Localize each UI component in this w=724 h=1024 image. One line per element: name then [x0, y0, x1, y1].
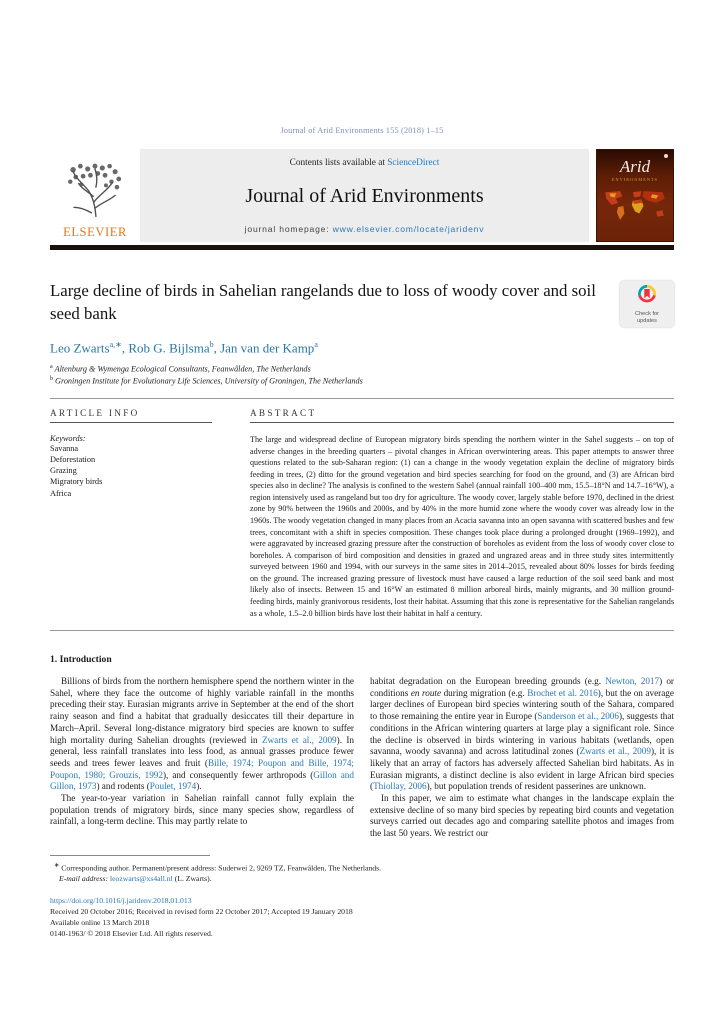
section-divider — [50, 398, 674, 399]
corresponding-text: Corresponding author. Permanent/present address: Suderwei 2, 9269 TZ, Feanwâlden, The Netherlands. — [59, 863, 382, 873]
footnote-rule — [50, 855, 210, 856]
homepage-link[interactable]: www.elsevier.com/locate/jaridenv — [332, 224, 485, 234]
affiliation-text: Altenburg & Wymenga Ecological Consultants, Feanwâlden, The Netherlands — [52, 365, 311, 375]
citation-link[interactable]: Thiollay, 2006 — [373, 781, 427, 792]
text-run: ), and consequently fewer arthropods ( — [163, 769, 314, 780]
text-run: The year-to-year variation in Sahelian rainfall cannot fully explain the population trends of migratory birds, since many species show, regardless of rainfall, a long-term decline. This may partly relate to — [50, 792, 354, 827]
author-separator: , — [121, 340, 129, 356]
journal-cover[interactable] — [596, 149, 674, 242]
elsevier-tree-icon — [63, 159, 127, 224]
citation-link[interactable]: Sanderson et al., 2006 — [537, 711, 619, 722]
affiliation-line — [50, 376, 674, 387]
available-online-line: Available online 13 March 2018 — [50, 917, 150, 927]
keywords-label: Keywords: — [50, 434, 86, 444]
text-run: ) or conditions — [370, 676, 674, 698]
cover-title: Arid — [619, 157, 651, 176]
keyword-item: Deforestation — [50, 455, 96, 465]
abstract-heading: ABSTRACT — [250, 408, 317, 419]
authors-line — [50, 340, 674, 356]
body-right-column — [370, 676, 674, 840]
affiliation-mark: a — [50, 364, 53, 371]
email-link[interactable]: leozwarts@xs4all.nl — [108, 874, 173, 884]
homepage-prefix: journal homepage: — [244, 224, 333, 234]
elsevier-logo[interactable] — [50, 149, 140, 242]
author-affil-mark: a,∗ — [109, 340, 122, 349]
doi-link[interactable]: https://doi.org/10.1016/j.jaridenv.2018.01.013 — [50, 895, 192, 905]
author-name[interactable]: Jan van der Kamp — [220, 340, 315, 356]
text-run: ). In general, less rainfall translates into less food, as annual grasses produce fewer seeds and trees fewer leaves and fruit ( — [50, 734, 354, 768]
body-left-column — [50, 676, 354, 840]
keyword-item: Migratory birds — [50, 477, 103, 487]
contents-line — [148, 158, 581, 168]
keyword-item: Savanna — [50, 444, 79, 454]
elsevier-logo-text: ELSEVIER — [63, 225, 127, 239]
check-updates-label: Check for updates — [635, 310, 659, 324]
author-affil-mark: a — [314, 340, 318, 349]
corresponding-author-note — [50, 862, 674, 874]
masthead — [50, 149, 674, 242]
check-for-updates-button[interactable] — [620, 281, 674, 327]
citation-link[interactable]: Zwarts et al., 2009 — [261, 734, 337, 745]
citation-link[interactable]: Poulet, 1974 — [149, 781, 197, 792]
email-label: E-mail address: — [59, 874, 109, 884]
author-name[interactable]: Rob G. Bijlsma — [128, 340, 210, 356]
author-name[interactable]: Leo Zwarts — [50, 340, 110, 356]
text-run: ) and rodents ( — [96, 781, 150, 792]
journal-title: Journal of Arid Environments — [245, 184, 484, 207]
received-line: Received 20 October 2016; Received in revised form 22 October 2017; Accepted 19 January 2018 — [50, 906, 353, 916]
article-info-heading: ARTICLE INFO — [50, 408, 140, 419]
text-run: Billions of birds from the northern hemisphere spend the northern winter in the Sahel, where they face the outcome of highly variable rainfall in the months preceding their stay. Eurasian migrants arrive in September at the end of the short rainy season and find a habitat that gradually desiccates till their departure in March–April. Several long-distance migratory bird species are known to suffer high mortality during Sahelian droughts (reviewed in — [50, 676, 354, 745]
body-paragraph — [370, 676, 674, 793]
keyword-item: Grazing — [50, 466, 77, 476]
text-run: ), suggests that conditions in the African wintering quarters at large play a significant role. Since the decline is observed in birds wintering in various habitats (wetlands, open savanna, woody savanna) and across latitudinal zones ( — [370, 711, 674, 757]
body-paragraph — [50, 676, 354, 793]
masthead-center — [140, 149, 589, 242]
affiliations — [50, 364, 674, 387]
copyright-line: 0140-1963/ © 2018 Elsevier Ltd. All rights reserved. — [50, 928, 213, 938]
author-separator: , — [213, 340, 221, 356]
abstract-column — [250, 408, 674, 619]
text-run: ), but the on average larger declines of European bird species wintering south of the Sahara, compared to those remaining the entire year in Europe ( — [370, 687, 674, 722]
text-run: ), but population trends of resident passerines are unknown. — [426, 781, 647, 792]
citation-link[interactable]: Gillon and Gillon, 1973 — [50, 769, 354, 792]
abstract-text: The large and widespread decline of European migratory birds spending the northern winter in the Sahel suggests – on top of adverse changes in the breeding quarters – pivotal changes in African overwintering areas. This paper attempts to answer three questions related to the sub-Saharan region: (1) can a change in the woody vegetation explain the decline of migratory birds feeding in trees, (2) ditto for the ground vegetation and bird species searching for food on the ground, and (3) are African bird species also in decline? The analysis is confined to the western Sahel (annual rainfall 100–400 mm, 15.5–18°N and 14.7–16°W), a region intensively used as rangeland but too dry for agriculture. The woody cover, largely stable before 1970, declined in the driest zone by 90% between the 1960s and 2000s, and by 40% in the more humid zone where the woody cover was already low in the 1960s. The woody vegetation changed in many places from an Acacia savanna into an open savanna with scattered bushes and few trees, concomitant with a shift in species composition. These changes took place during a prolonged drought (1969–1992), and were aggravated by increased grazing pressure after the construction of boreholes as evident from the loss of woody cover close to boreholes. A comparison of bird composition and densities in grazed and ungrazed areas and in three study sites intermittently surveyed between 1960 and 1994, with our surveys in the same sites in 2014–2015, revealed about 80% losses for birds feeding on the ground. The increased grazing pressure of livestock must have caused a large reduction of the soil seed bank and most likely also of insects. Between 15 and 16°W an estimated 8 million arboreal birds, mainly migrants, and 30 million ground-feeding birds, mainly granivorous residents, lost their habitat. Assuming that this zone is representative for the Sahelian rangelands as a whole, 1.5–2.0 billion birds have lost their habitat in half a century. — [250, 435, 674, 618]
affiliation-mark: b — [50, 375, 53, 382]
email-suffix: (L. Zwarts). — [172, 874, 212, 884]
text-run: during migration (e.g. — [441, 687, 528, 698]
sciencedirect-link[interactable]: ScienceDirect — [387, 158, 440, 168]
text-run: ), it is likely that an array of factors has adversely affected Sahelian bird habitats. As in Eurasian migrants, a distinct decline is also evident in large African bird species ( — [370, 746, 674, 792]
check-updates-icon — [637, 284, 657, 309]
cover-dot-icon — [664, 154, 668, 158]
italic-text: en route — [410, 687, 442, 698]
world-map-icon — [601, 187, 669, 230]
header-divider-bar — [50, 245, 674, 250]
body-columns — [50, 676, 674, 840]
contents-prefix: Contents lists available at — [289, 158, 388, 168]
citation-link[interactable]: Newton, 2017 — [605, 676, 660, 687]
footnote-star: ∗ — [54, 861, 60, 869]
body-paragraph — [370, 793, 674, 840]
citation-link[interactable]: Zwarts et al., 2009 — [579, 746, 651, 757]
keyword-item: Africa — [50, 488, 72, 498]
text-run: habitat degradation on the European breeding grounds (e.g. — [370, 676, 606, 687]
body-paragraph — [50, 793, 354, 828]
homepage-line — [148, 224, 581, 234]
article-info-rule — [50, 422, 212, 423]
affiliation-line — [50, 364, 674, 375]
email-line — [50, 874, 674, 885]
citation-header: Journal of Arid Environments 155 (2018) 1–15 — [280, 126, 444, 135]
citation-link[interactable]: Brochet et al. 2016 — [527, 687, 598, 698]
citation-link[interactable]: Bille, 1974; Poupon and Bille, 1974; Poupon, 1980; Grouzis, 1992 — [50, 757, 354, 780]
footnote-block — [50, 862, 674, 885]
info-abstract-block — [50, 408, 674, 619]
introduction-heading: 1. Introduction — [50, 654, 112, 666]
author-affil-mark: b — [209, 340, 214, 349]
section-divider — [50, 630, 674, 631]
page-title: Large decline of birds in Sahelian rangelands due to loss of woody cover and soil seed bank — [50, 281, 596, 324]
text-run: ). — [196, 781, 202, 792]
affiliation-text: Groningen Institute for Evolutionary Life Sciences, University of Groningen, The Netherlands — [53, 376, 363, 386]
article-info-column — [50, 408, 230, 619]
text-run: In this paper, we aim to estimate what changes in the landscape explain the extensive decline of so many bird species by repeating bird counts and vegetation surveys carried out decades ago and comparing satellite photos and images from the last 50 years. We restrict our — [370, 792, 674, 839]
cover-subtitle: ENVIRONMENTS — [611, 177, 659, 182]
abstract-rule — [250, 422, 674, 423]
publication-metadata — [50, 896, 674, 940]
